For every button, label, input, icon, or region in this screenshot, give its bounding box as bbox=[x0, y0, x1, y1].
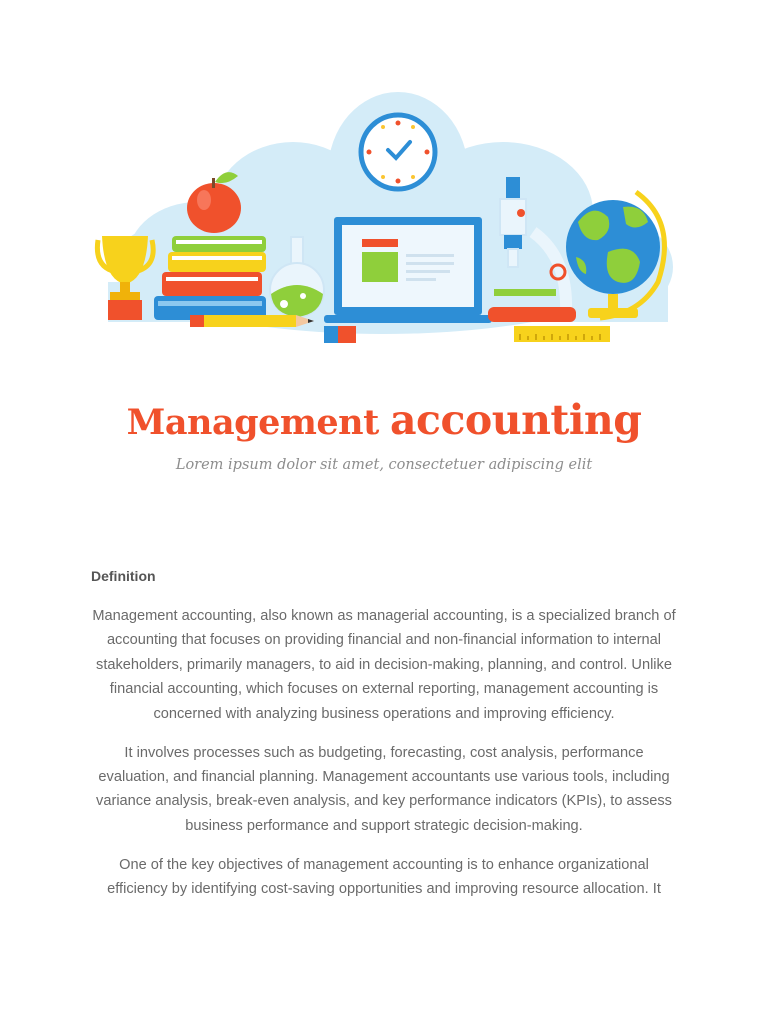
paragraph: Management accounting, also known as managerial accounting, is a specialized branch of accounting that focuses on providing financial and non-financial information to internal stakeholders, primarily managers, to aid in decision-making, planning, and control. Unlike financial accounting, which focuses on external reporting, management accounting is concerned with analyzing business operations and improving efficiency. bbox=[92, 608, 676, 722]
title-word-accounting: accounting bbox=[389, 396, 642, 444]
eraser-icon bbox=[324, 326, 356, 343]
title-block bbox=[0, 398, 768, 473]
paragraph: It involves processes such as budgeting, forecasting, cost analysis, performance evaluation, and financial planning. Management accountants use various tools, including variance analysis, break-even analysis, and key performance indicators (KPIs), to assess business performance and support strategic decision-making. bbox=[96, 744, 672, 834]
laptop-icon bbox=[324, 217, 492, 323]
clock-icon bbox=[361, 115, 435, 189]
section-label-definition: Definition bbox=[91, 568, 156, 584]
ruler-icon bbox=[514, 326, 610, 342]
page-title bbox=[0, 398, 768, 443]
paragraph: One of the key objectives of management accounting is to enhance organizational efficiency by identifying cost-saving opportunities and improving resource allocation. It bbox=[107, 856, 661, 898]
pencil-icon bbox=[190, 315, 314, 327]
body-text bbox=[88, 604, 680, 916]
page-subtitle: Lorem ipsum dolor sit amet, consectetuer adipiscing elit bbox=[175, 457, 593, 474]
title-word-management: Management bbox=[126, 402, 379, 443]
hero-illustration bbox=[88, 82, 680, 348]
